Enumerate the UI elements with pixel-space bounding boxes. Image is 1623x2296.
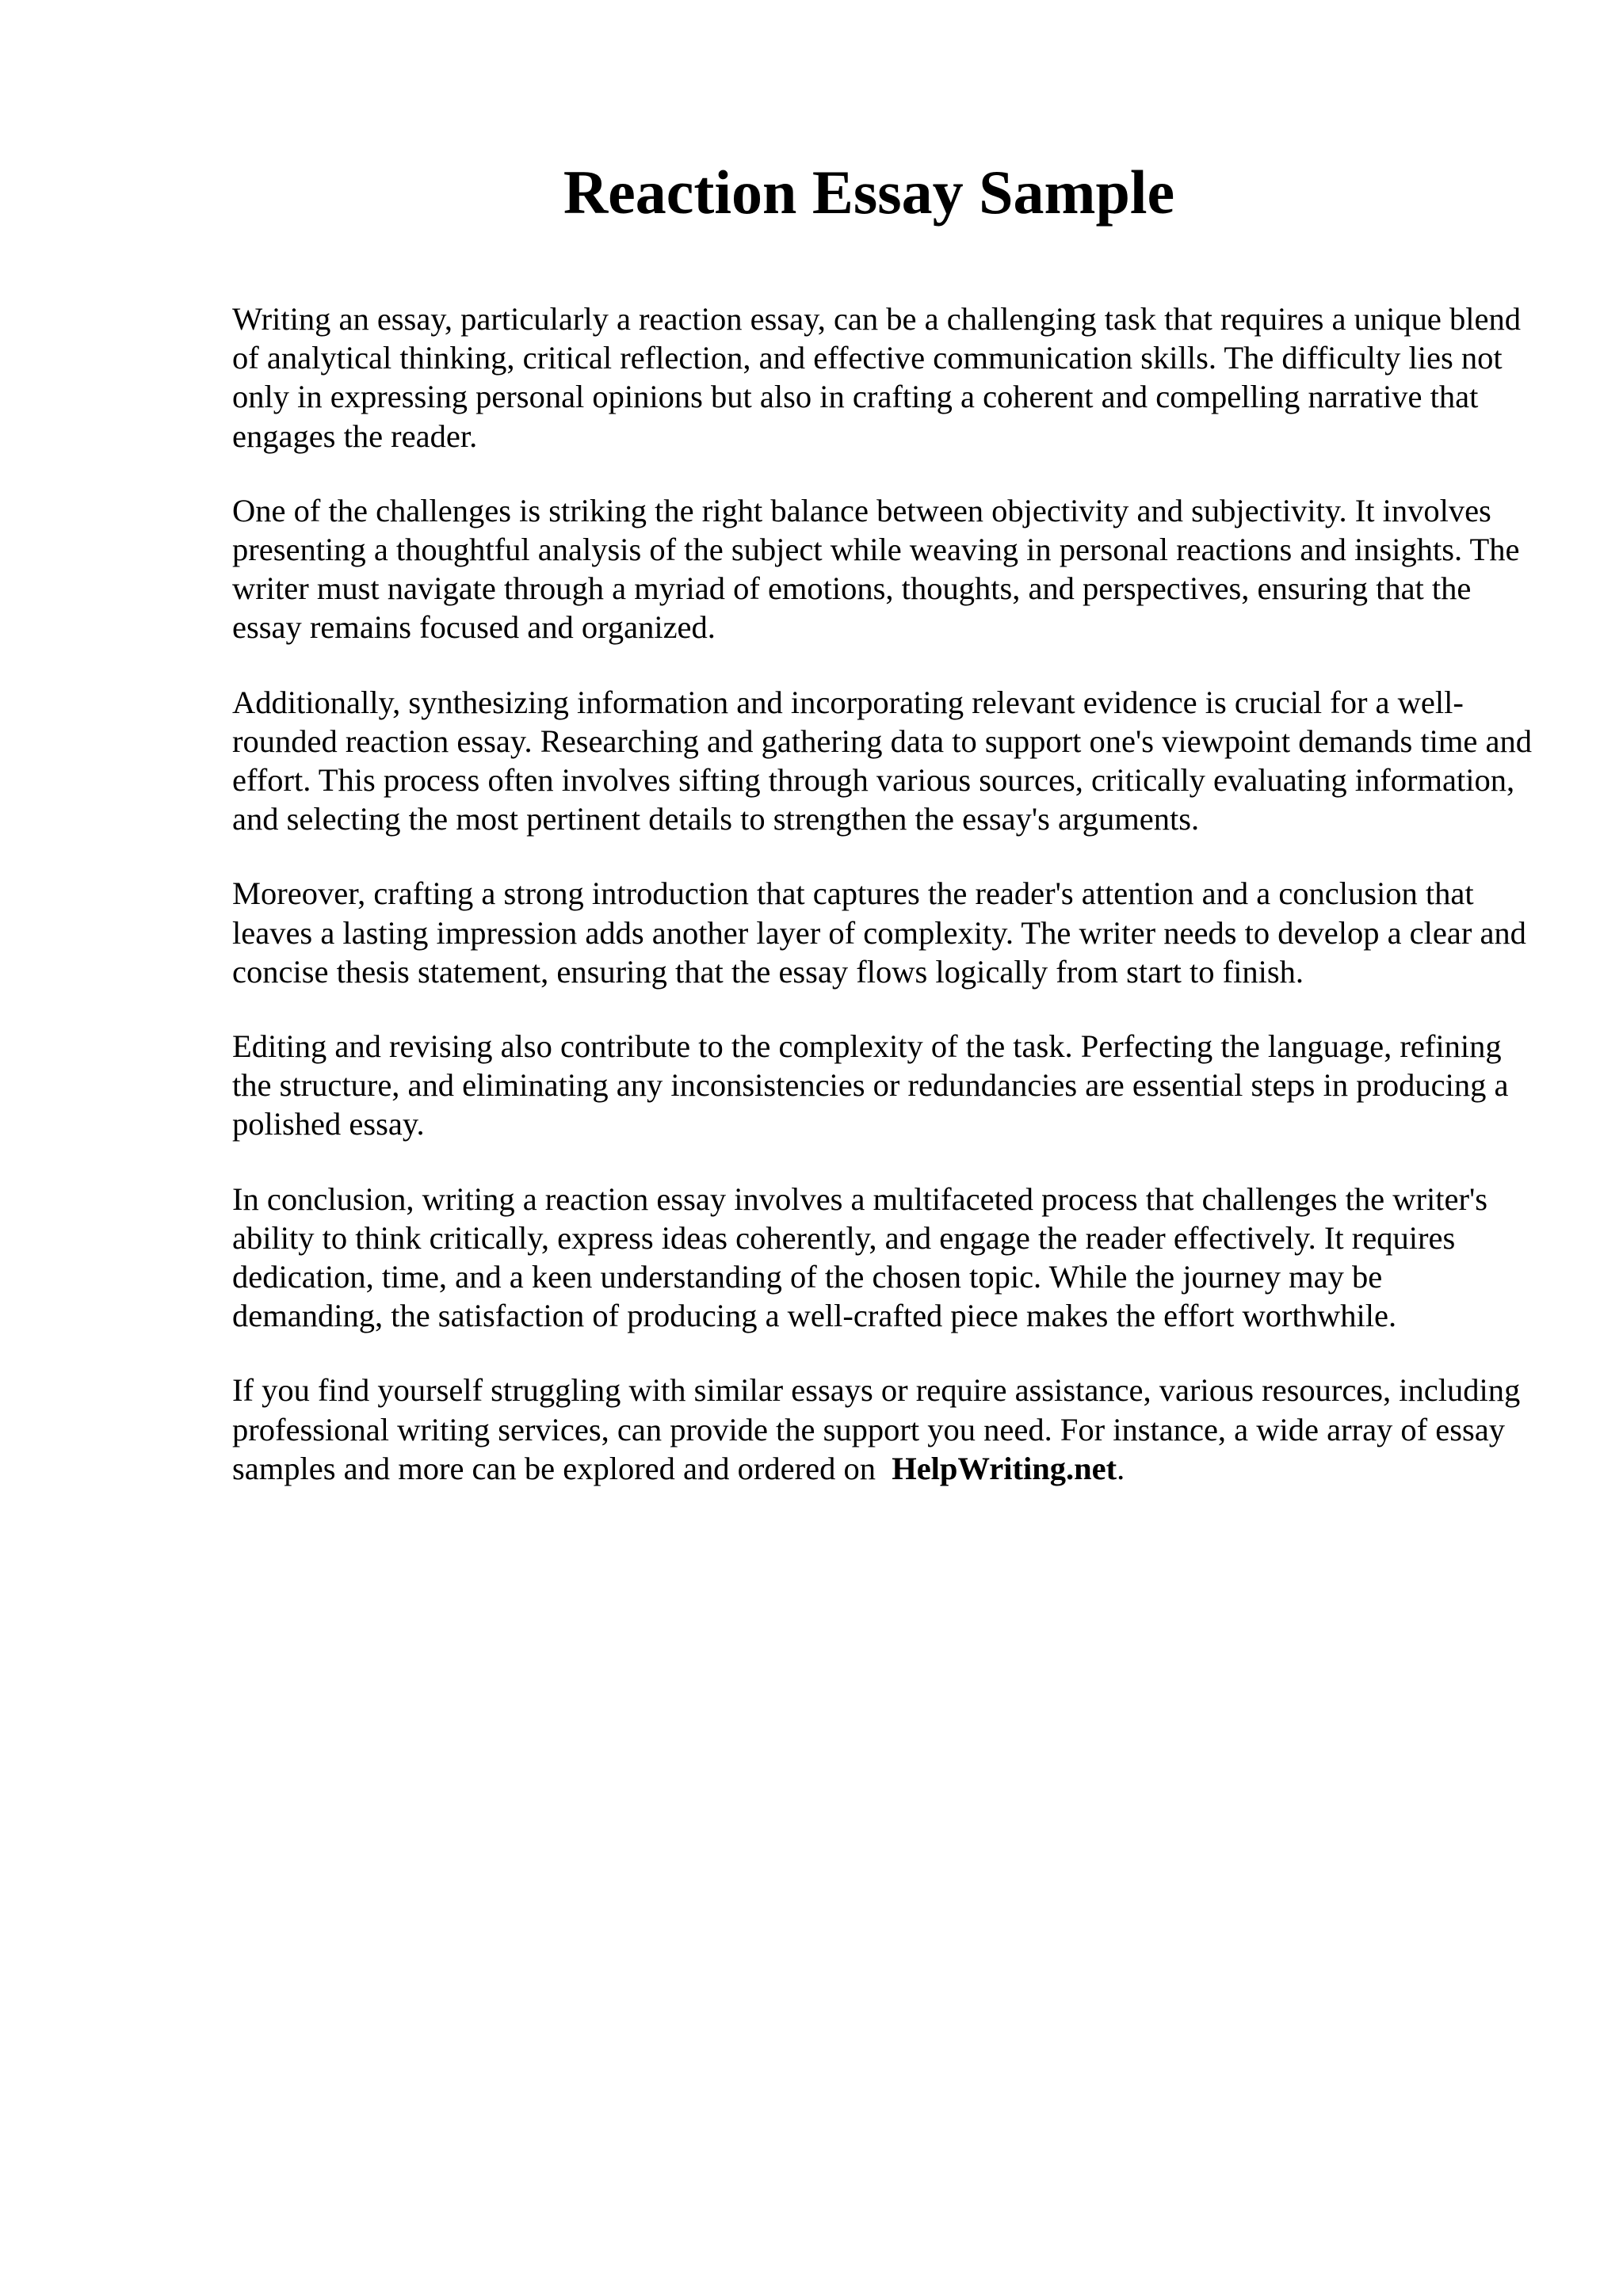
closing-paragraph: [232, 1371, 1532, 1488]
closing-text: If you find yourself struggling with similar essays or require assistance, various resources, including professional writing services, can provide the support you need. For instance, a wide array of essay samples and more can be explored and ordered on: [232, 1372, 1521, 1486]
essay-body: [232, 299, 1532, 1524]
paragraph-3: Additionally, synthesizing information and incorporating relevant evidence is crucial for a well-rounded reaction essay. Researching and gathering data to support one's viewpoint demands time and effort. This process often involves sifting through various sources, critically evaluating information, and selecting the most pertinent details to strengthen the essay's arguments.: [232, 684, 1532, 837]
paragraph-1: Writing an essay, particularly a reaction essay, can be a challenging task that requires a unique blend of analytical thinking, critical reflection, and effective communication skills. The difficulty lies not only in expressing personal opinions but also in crafting a coherent and compelling narrative that engages the reader.: [232, 301, 1521, 454]
closing-period: .: [1117, 1450, 1125, 1486]
paragraph-6: In conclusion, writing a reaction essay involves a multifaceted process that challenges the writer's ability to think critically, express ideas coherently, and engage the reader effectively. It requires dedication, time, and a keen understanding of the chosen topic. While the journey may be demanding, the satisfaction of producing a well-crafted piece makes the effort worthwhile.: [232, 1180, 1488, 1334]
helpwriting-link[interactable]: HelpWriting.net: [892, 1450, 1117, 1486]
document-title: Reaction Essay Sample: [563, 158, 1175, 227]
paragraph-4: Moreover, crafting a strong introduction that captures the reader's attention and a conclusion that leaves a lasting impression adds another layer of complexity. The writer needs to develop a clear and concise thesis statement, ensuring that the essay flows logically from start to finish.: [232, 875, 1526, 990]
paragraph-2: One of the challenges is striking the right balance between objectivity and subjectivity. It involves presenting a thoughtful analysis of the subject while weaving in personal reactions and insights. The writer must navigate through a myriad of emotions, thoughts, and perspectives, ensuring that the essay remains focused and organized.: [232, 492, 1520, 646]
paragraph-5: Editing and revising also contribute to the complexity of the task. Perfecting the language, refining the structure, and eliminating any inconsistencies or redundancies are essential steps in producing a polished essay.: [232, 1028, 1509, 1142]
